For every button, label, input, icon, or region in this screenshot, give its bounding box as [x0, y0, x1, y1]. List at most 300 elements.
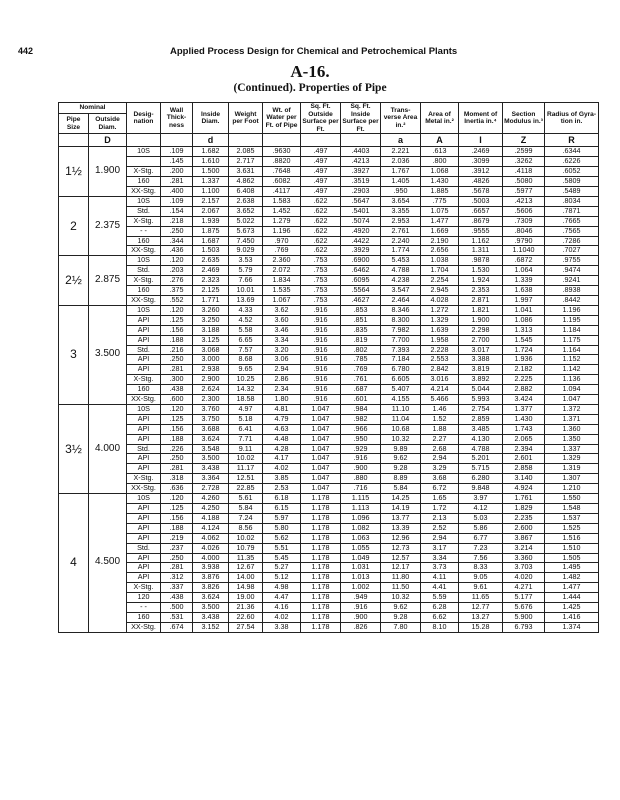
table-cell: .4117	[263, 187, 301, 197]
table-cell: 1.537	[545, 513, 599, 523]
table-cell: 6.793	[503, 622, 545, 632]
table-cell: API	[127, 464, 161, 474]
table-cell: .916	[301, 355, 341, 365]
table-cell: .5977	[503, 187, 545, 197]
table-cell: 1.178	[301, 513, 341, 523]
outside-diam-cell: 2.875	[89, 256, 127, 306]
table-cell: .6900	[341, 256, 381, 266]
table-cell: 13.69	[229, 295, 263, 305]
table-cell: 2.190	[421, 236, 459, 246]
table-cell: 4.33	[229, 305, 263, 315]
table-cell: 5.79	[229, 266, 263, 276]
table-cell: API	[127, 504, 161, 514]
table-cell: XX-Stg.	[127, 246, 161, 256]
symbol-cell: A	[421, 134, 459, 147]
table-cell: 1.055	[341, 543, 381, 553]
table-cell: 6.72	[421, 484, 459, 494]
table-cell: .3929	[341, 246, 381, 256]
table-cell: 1.834	[263, 276, 301, 286]
table-cell: 4.000	[193, 553, 229, 563]
table-cell: 9.89	[381, 444, 421, 454]
table-cell: 2.360	[263, 256, 301, 266]
table-cell: API	[127, 355, 161, 365]
table-cell: 1.374	[545, 622, 599, 632]
table-row	[59, 484, 599, 494]
table-cell: 1.178	[301, 523, 341, 533]
table-cell: .5564	[341, 286, 381, 296]
table-cell: API	[127, 523, 161, 533]
table-cell: 4.12	[459, 504, 503, 514]
table-cell: 4.47	[263, 593, 301, 603]
table-cell: 1.724	[503, 345, 545, 355]
table-cell: 1.821	[459, 305, 503, 315]
table-cell: 7.393	[381, 345, 421, 355]
table-cell: 9.62	[381, 603, 421, 613]
table-cell: 5.676	[503, 603, 545, 613]
table-cell: 1.900	[459, 315, 503, 325]
table-cell: 4.02	[263, 464, 301, 474]
table-cell: 3.826	[193, 583, 229, 593]
table-cell: 5.80	[263, 523, 301, 533]
table-cell: 1.178	[301, 553, 341, 563]
table-cell: Std.	[127, 266, 161, 276]
table-cell: 4.124	[193, 523, 229, 533]
header-moment-of-inertia: Moment of Inertia in.⁴	[459, 103, 503, 134]
header-sq-ft-outside: Sq. Ft. Outside Surface per Ft.	[302, 103, 339, 133]
table-cell: 1.687	[193, 236, 229, 246]
table-cell: 3.140	[503, 474, 545, 484]
table-cell: 1.013	[341, 573, 381, 583]
table-cell: .4403	[341, 147, 381, 157]
table-cell: .5606	[503, 206, 545, 216]
table-cell: 1.075	[421, 206, 459, 216]
table-cell: 1.164	[545, 345, 599, 355]
table-cell: 4.11	[421, 573, 459, 583]
table-cell: 10.32	[381, 434, 421, 444]
header-sq-ft-inside: Sq. Ft. Inside Surface per Ft.	[342, 103, 379, 133]
table-cell: 3.34	[421, 553, 459, 563]
table-cell: 1.774	[381, 246, 421, 256]
table-cell: .8034	[545, 196, 599, 206]
table-cell: .916	[301, 345, 341, 355]
table-row	[59, 593, 599, 603]
table-cell: 1.430	[503, 414, 545, 424]
table-cell: API	[127, 335, 161, 345]
table-cell: .497	[301, 167, 341, 177]
table-cell: .929	[341, 444, 381, 454]
table-cell: .497	[301, 157, 341, 167]
table-cell: 10S	[127, 196, 161, 206]
table-cell: 22.85	[229, 484, 263, 494]
page-number: 442	[18, 46, 34, 56]
table-row	[59, 355, 599, 365]
table-cell: 1.047	[301, 404, 341, 414]
table-cell: 7.23	[459, 543, 503, 553]
table-cell: 3.355	[381, 206, 421, 216]
table-cell: 1.049	[341, 553, 381, 563]
table-cell: 1.115	[341, 494, 381, 504]
table-cell: .5647	[341, 196, 381, 206]
table-cell: 2.254	[421, 276, 459, 286]
table-row	[59, 335, 599, 345]
table-cell: 2.600	[503, 523, 545, 533]
table-cell: .6657	[459, 206, 503, 216]
table-row	[59, 424, 599, 434]
table-cell: .601	[341, 395, 381, 405]
table-cell: .949	[341, 593, 381, 603]
table-cell: .753	[301, 286, 341, 296]
table-cell: 6.605	[381, 375, 421, 385]
table-cell: .250	[161, 226, 193, 236]
table-cell: .880	[341, 474, 381, 484]
table-cell: 1.550	[545, 494, 599, 504]
table-cell: 3.819	[459, 365, 503, 375]
table-cell: 1.548	[545, 504, 599, 514]
table-cell: 5.45	[263, 553, 301, 563]
table-row	[59, 504, 599, 514]
table-cell: .753	[301, 276, 341, 286]
table-cell: 2.353	[459, 286, 503, 296]
table-cell: 1.885	[421, 187, 459, 197]
table-cell: 3.652	[229, 206, 263, 216]
table-cell: 1.669	[421, 226, 459, 236]
table-cell: .4627	[341, 295, 381, 305]
table-cell: .552	[161, 295, 193, 305]
table-cell: .970	[263, 236, 301, 246]
table-cell: .9555	[459, 226, 503, 236]
table-cell: .916	[341, 454, 381, 464]
table-cell: .674	[161, 622, 193, 632]
table-cell: 2.085	[229, 147, 263, 157]
table-cell: .497	[301, 177, 341, 187]
table-cell: .276	[161, 276, 193, 286]
table-row	[59, 622, 599, 632]
table-row	[59, 305, 599, 315]
table-cell: 2.13	[421, 513, 459, 523]
table-cell: .6872	[503, 256, 545, 266]
table-cell: 4.48	[263, 434, 301, 444]
table-cell: 10S	[127, 494, 161, 504]
table-cell: 14.00	[229, 573, 263, 583]
table-cell: 4.28	[263, 444, 301, 454]
table-cell: .156	[161, 424, 193, 434]
table-cell: 4.238	[381, 276, 421, 286]
table-cell: .438	[161, 385, 193, 395]
table-cell: 3.500	[193, 603, 229, 613]
table-cell: 4.026	[193, 543, 229, 553]
header-wall-thickness: Wall Thick- ness	[161, 103, 193, 134]
table-cell: 5.84	[229, 504, 263, 514]
table-cell: 2.601	[503, 454, 545, 464]
table-cell: 7.71	[229, 434, 263, 444]
table-cell: 1.444	[545, 593, 599, 603]
table-cell: 1.829	[503, 504, 545, 514]
table-row	[59, 612, 599, 622]
table-cell: 3.53	[229, 256, 263, 266]
table-cell: 9.65	[229, 365, 263, 375]
table-cell: 6.780	[381, 365, 421, 375]
table-cell: .8938	[545, 286, 599, 296]
table-cell: .120	[161, 256, 193, 266]
table-cell: .613	[421, 147, 459, 157]
table-cell: 4.020	[503, 573, 545, 583]
table-cell: 4.17	[263, 454, 301, 464]
table-cell: .2903	[341, 187, 381, 197]
table-cell: 1.761	[503, 494, 545, 504]
table-cell: .802	[341, 345, 381, 355]
table-cell: 1.430	[421, 177, 459, 187]
table-cell: X-Stg.	[127, 216, 161, 226]
table-cell: .9878	[459, 256, 503, 266]
table-cell: .916	[301, 395, 341, 405]
table-cell: 13.77	[381, 513, 421, 523]
table-cell: .300	[161, 375, 193, 385]
table-cell: .125	[161, 414, 193, 424]
table-cell: .237	[161, 543, 193, 553]
symbol-cell: a	[381, 134, 421, 147]
table-cell: 1.178	[301, 603, 341, 613]
outside-diam-cell: 1.900	[89, 147, 127, 197]
header-designation: Desig- nation	[127, 103, 161, 134]
table-cell: 2.94	[421, 454, 459, 464]
table-cell: 3.867	[503, 533, 545, 543]
table-cell: 1.047	[301, 434, 341, 444]
table-row	[59, 494, 599, 504]
table-row	[59, 315, 599, 325]
table-cell: 4.130	[459, 434, 503, 444]
table-cell: 1.082	[341, 523, 381, 533]
table-cell: 3.624	[193, 434, 229, 444]
table-cell: 3.016	[421, 375, 459, 385]
table-cell: .753	[301, 295, 341, 305]
table-row	[59, 533, 599, 543]
table-cell: 11.17	[229, 464, 263, 474]
table-cell: 3.20	[263, 345, 301, 355]
table-cell: 2.067	[193, 206, 229, 216]
table-cell: 2.53	[263, 484, 301, 494]
table-cell: 1.038	[421, 256, 459, 266]
table-cell: 1.178	[301, 563, 341, 573]
table-cell: Std.	[127, 345, 161, 355]
table-cell: 12.77	[459, 603, 503, 613]
table-cell: .622	[301, 236, 341, 246]
table-cell: 2.761	[381, 226, 421, 236]
table-cell: .984	[341, 404, 381, 414]
table-cell: 22.60	[229, 612, 263, 622]
table-cell: 12.57	[381, 553, 421, 563]
table-cell: 14.32	[229, 385, 263, 395]
table-cell: 1.477	[545, 583, 599, 593]
table-cell: 5.03	[459, 513, 503, 523]
table-cell: 3.438	[193, 464, 229, 474]
symbol-cell	[229, 134, 263, 147]
table-cell: .337	[161, 583, 193, 593]
table-cell: 2.938	[193, 365, 229, 375]
table-cell: 2.469	[193, 266, 229, 276]
table-cell: 1.311	[459, 246, 503, 256]
table-cell: 3.188	[193, 325, 229, 335]
table-row	[59, 603, 599, 613]
table-cell: - -	[127, 226, 161, 236]
header-area-of-metal: Area of Metal in.²	[421, 103, 459, 134]
table-cell: 12.96	[381, 533, 421, 543]
table-cell: .950	[341, 434, 381, 444]
header-pipe-size: Pipe Size	[59, 113, 89, 134]
table-cell: .375	[161, 286, 193, 296]
table-cell: 1.477	[421, 216, 459, 226]
table-cell: 3.360	[503, 553, 545, 563]
table-cell: 6.18	[263, 494, 301, 504]
table-cell: 1.047	[301, 424, 341, 434]
table-cell: 8.89	[381, 474, 421, 484]
table-cell: 9.28	[381, 464, 421, 474]
table-cell: 7.700	[381, 335, 421, 345]
table-row	[59, 434, 599, 444]
table-row	[59, 325, 599, 335]
table-cell: 3.62	[263, 305, 301, 315]
table-body	[59, 147, 599, 632]
table-cell: 10.01	[229, 286, 263, 296]
table-cell: .219	[161, 533, 193, 543]
table-cell: 2.235	[503, 513, 545, 523]
table-row	[59, 454, 599, 464]
table-cell: 2.52	[421, 523, 459, 533]
table-cell: 9.62	[381, 454, 421, 464]
pipe-size-cell: 1½	[59, 147, 89, 197]
table-cell: 1.178	[301, 622, 341, 632]
table-cell: 1.307	[545, 474, 599, 484]
table-cell: 9.848	[459, 484, 503, 494]
table-cell: .188	[161, 335, 193, 345]
table-cell: 160	[127, 286, 161, 296]
table-cell: 1.482	[545, 573, 599, 583]
table-row	[59, 573, 599, 583]
table-cell: .7648	[263, 167, 301, 177]
table-cell: .835	[341, 325, 381, 335]
table-cell: .497	[301, 147, 341, 157]
table-cell: 10.02	[229, 454, 263, 464]
table-cell: 12.17	[381, 563, 421, 573]
table-cell: 1.46	[421, 404, 459, 414]
header-wt-of-water: Wt. of Water per Ft. of Pipe	[263, 103, 301, 134]
table-cell: 3.60	[263, 315, 301, 325]
pipe-size-cell: 2	[59, 196, 89, 255]
table-cell: .636	[161, 484, 193, 494]
table-cell: .622	[301, 246, 341, 256]
table-cell: 4.97	[229, 404, 263, 414]
table-cell: .7665	[545, 216, 599, 226]
table-cell: 5.993	[459, 395, 503, 405]
symbol-cell	[59, 134, 89, 147]
table-cell: 3.438	[193, 612, 229, 622]
table-cell: .982	[341, 414, 381, 424]
table-cell: 6.65	[229, 335, 263, 345]
table-cell: 1.52	[421, 414, 459, 424]
table-cell: 11.65	[459, 593, 503, 603]
table-cell: 3.152	[193, 622, 229, 632]
table-cell: 2.842	[421, 365, 459, 375]
table-cell: 4.188	[193, 513, 229, 523]
table-cell: .916	[301, 315, 341, 325]
table-cell: 3.703	[503, 563, 545, 573]
table-row	[59, 513, 599, 523]
table-cell: .5401	[341, 206, 381, 216]
table-cell: 2.464	[381, 295, 421, 305]
table-cell: 1.047	[545, 395, 599, 405]
table-cell: 1.505	[545, 553, 599, 563]
table-header	[59, 103, 599, 147]
table-cell: Std.	[127, 206, 161, 216]
table-row	[59, 206, 599, 216]
table-cell: .3099	[459, 157, 503, 167]
table-row	[59, 157, 599, 167]
table-cell: 3.500	[193, 454, 229, 464]
table-subtitle: (Continued). Properties of Pipe	[233, 82, 387, 94]
table-cell: 7.56	[459, 553, 503, 563]
table-cell: 1.196	[263, 226, 301, 236]
table-cell: 3.892	[459, 375, 503, 385]
pipe-size-cell: 3½	[59, 404, 89, 493]
table-cell: 1.067	[263, 295, 301, 305]
table-cell: 1.682	[193, 147, 229, 157]
table-cell: 3.547	[381, 286, 421, 296]
table-cell: .8442	[545, 295, 599, 305]
table-cell: XX-Stg.	[127, 187, 161, 197]
table-cell: 1.377	[503, 404, 545, 414]
table-row	[59, 266, 599, 276]
table-cell: 8.33	[459, 563, 503, 573]
table-cell: 4.250	[193, 504, 229, 514]
table-cell: 8.300	[381, 315, 421, 325]
table-cell: 1.178	[301, 573, 341, 583]
symbol-cell	[301, 134, 341, 147]
table-cell: .500	[161, 603, 193, 613]
table-cell: 14.98	[229, 583, 263, 593]
table-cell: 3.000	[193, 355, 229, 365]
table-cell: .4213	[341, 157, 381, 167]
table-cell: 3.125	[193, 335, 229, 345]
table-row	[59, 523, 599, 533]
table-cell: .109	[161, 147, 193, 157]
table-row	[59, 256, 599, 266]
symbol-cell	[127, 134, 161, 147]
table-cell: 4.16	[263, 603, 301, 613]
table-cell: 1.610	[193, 157, 229, 167]
table-cell: .216	[161, 345, 193, 355]
table-cell: 14.19	[381, 504, 421, 514]
table-cell: .6226	[545, 157, 599, 167]
table-cell: 10S	[127, 305, 161, 315]
table-cell: .3912	[459, 167, 503, 177]
table-cell: 4.52	[229, 315, 263, 325]
table-cell: XX-Stg.	[127, 622, 161, 632]
table-cell: 3.46	[263, 325, 301, 335]
table-cell: 4.062	[193, 533, 229, 543]
table-cell: 1.047	[301, 464, 341, 474]
table-cell: 6.41	[229, 424, 263, 434]
table-row	[59, 365, 599, 375]
table-cell: .281	[161, 464, 193, 474]
table-cell: .120	[161, 305, 193, 315]
table-cell: 1.767	[381, 167, 421, 177]
table-cell: 1.924	[459, 276, 503, 286]
table-cell: .281	[161, 365, 193, 375]
table-cell: 4.81	[263, 404, 301, 414]
table-cell: 6.280	[459, 474, 503, 484]
table-cell: .753	[301, 266, 341, 276]
table-cell: .7565	[545, 226, 599, 236]
table-cell: 5.51	[263, 543, 301, 553]
